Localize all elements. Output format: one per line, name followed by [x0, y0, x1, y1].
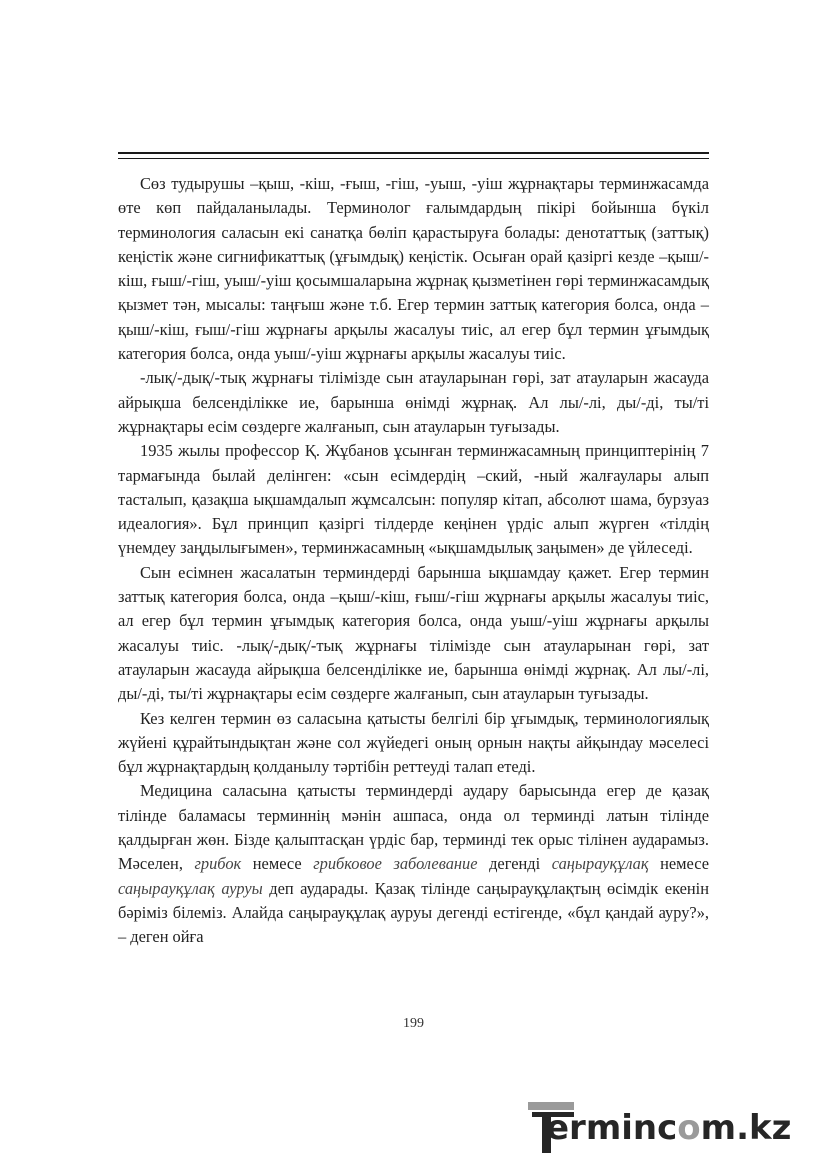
paragraph-6-part-3: дегенді — [477, 854, 552, 874]
paragraph-6-part-1: Медицина саласына қатысты терминдерді аудару барысында егер де қазақ тілінде баламасы терминнің мәнін ашпаса, онда ол терминді латын тілінде қалдырған жөн. Бізде қалыптасқан үрдіс бар, терминді тек орыс тілінен аударамыз. Мәселен, — [118, 781, 709, 874]
paragraph-6-part-2: немесе — [241, 854, 314, 874]
term-gribkovoe-zabolevanie: грибковое заболевание — [313, 854, 478, 874]
paragraph-6-part-4: немесе — [648, 854, 709, 874]
termincom-logo — [522, 1096, 822, 1158]
term-gribok: грибок — [194, 854, 242, 874]
paragraph-3: 1935 жылы профессор Қ. Жұбанов ұсынған терминжасамның принциптерінің 7 тармағында былай делінген: «сын есімдердің –ский, -ный жалғаулары алып тасталып, қазақша ықшамдалып жұмсалсын: популяр кітап, абсолют шама, бурзуаз идеалогия». Бұл принцип қазіргі тілдерде кеңінен үрдіс алып жүрген «тілдің үнемдеу заңдылығымен», терминжасамның «ықшамдылық заңымен» де үйлеседі. — [118, 441, 709, 558]
header-rule-thick — [118, 152, 709, 154]
term-sanyrauqulaq: саңырауқұлақ — [551, 854, 649, 874]
paragraph-5: Кез келген термин өз саласына қатысты белгілі бір ұғымдық, терминологиялық жүйені құрайтындықтан және сол жүйедегі оның орнын нақты айқындау мәселесі бұл жұрнақтардың қолданылу тәртібін реттеуді талап етеді. — [118, 708, 709, 777]
logo-part-4: m.kz — [700, 1108, 792, 1148]
paragraph-6-part-5: деп аударады. Қазақ тілінде саңырауқұлақтың өсімдік екенін бәріміз білеміз. Алайда саңырауқұлақ ауруы дегенді естігенде, «бұл қандай ауру?», – деген ойға — [118, 878, 709, 947]
logo-part-3: o — [677, 1108, 701, 1148]
paragraph-4: Сын есімнен жасалатын терминдерді барынша ықшамдау қажет. Егер термин заттық категория болса, онда –қыш/-кіш, ғыш/-гіш жұрнағы арқылы жасалуы тиіс, ал егер бұл термин ұғымдық категория болса, онда уыш/-уіш жұрнағы арқылы жасалуы тиіс. -лық/-дық/-тық жұрнағы тілімізде сын атауларынан гөрі, зат атауларын жасауда айрықша белсенділікке ие, барынша өнімді жұрнақ. Ал лы/-лі, ды/-ді, ты/ті жұрнақтары есім сөздерге жалғанып, сын атауларын туғызады. — [118, 562, 709, 704]
page-number: 199 — [403, 1016, 424, 1031]
logo-wordmark — [546, 1108, 791, 1148]
logo-part-2: c — [657, 1108, 678, 1148]
logo-part-1: ermin — [546, 1108, 658, 1148]
term-sanyrauqulaq-auruy: саңырауқұлақ ауруы — [118, 878, 263, 898]
paragraph-2: -лық/-дық/-тық жұрнағы тілімізде сын атауларынан гөрі, зат атауларын жасауда айрықша белсенділікке ие, барынша өнімді жұрнақ. Ал лы/-лі, ды/-ді, ты/ті жұрнақтары есім сөздерге жалғанып, сын атауларын туғызады. — [118, 368, 709, 436]
header-rule-thin — [118, 158, 709, 159]
paragraph-6 — [118, 779, 709, 949]
paragraph-1: Сөз тудырушы –қыш, -кіш, -ғыш, -гіш, -уыш, -уіш жұрнақтары терминжасамда өте көп пайдаланылады. Терминолог ғалымдардың пікірі бойынша бүкіл терминология саласын екі санатқа бөліп қарастыруға болады: денотаттық (заттық) кеңістік және сигнификаттық (ұғымдық) кеңістік. Осыған орай қазіргі кезде –қыш/-кіш, ғыш/-гіш, уыш/-уіш қосымшаларына жұрнақ қызметінен гөрі терминжасамдық қызмет тән, мысалы: таңғыш және т.б. Егер термин заттық категория болса, онда –қыш/-кіш, ғыш/-гіш жұрнағы арқылы жасалуы тиіс, ал егер бұл термин ұғымдық категория болса, онда уыш/-уіш жұрнағы арқылы жасалуы тиіс. — [118, 174, 709, 364]
body-text — [118, 172, 709, 950]
